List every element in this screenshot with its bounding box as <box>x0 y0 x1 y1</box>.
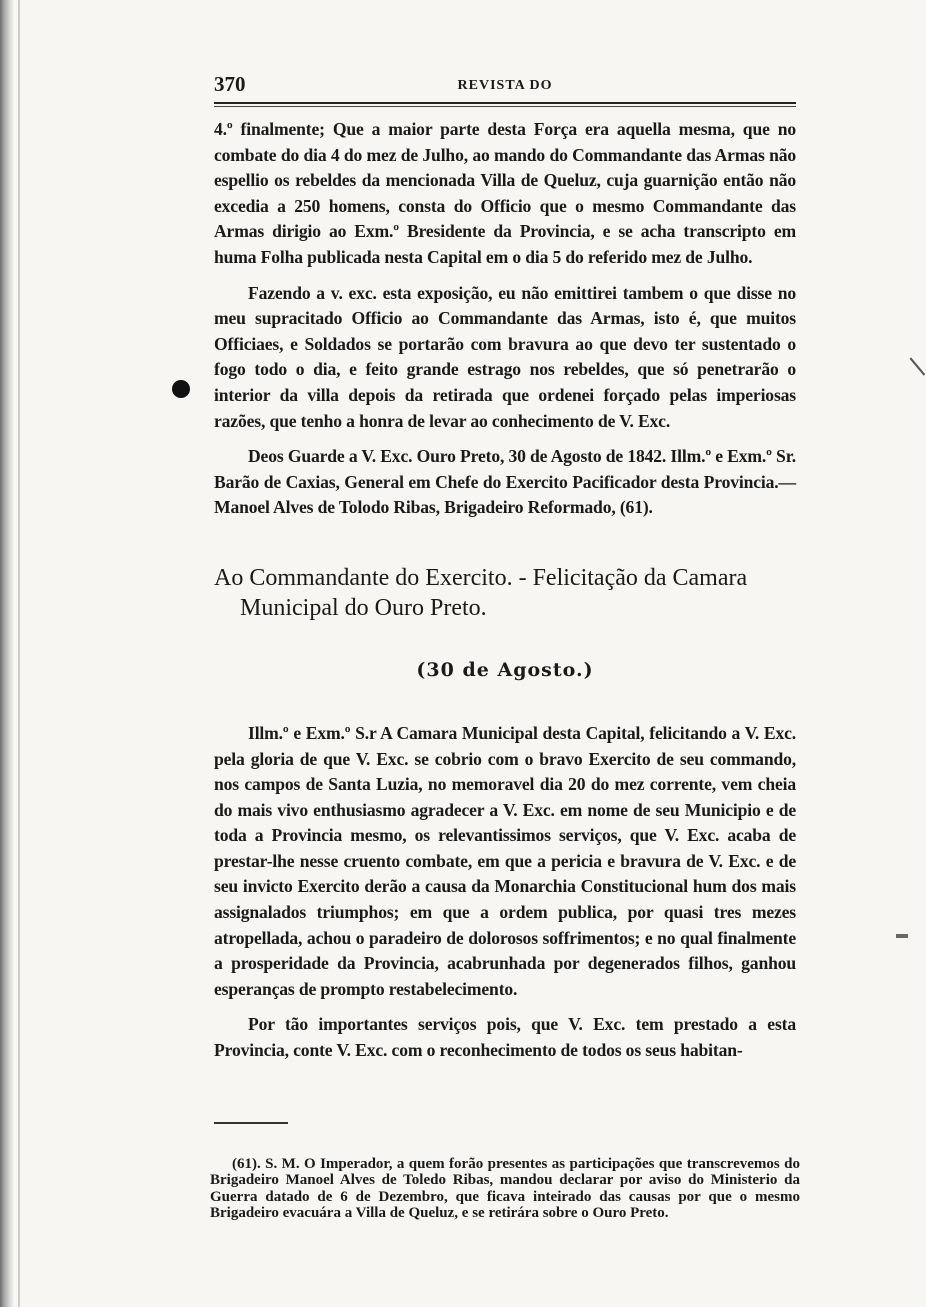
page-number: 370 <box>214 72 246 96</box>
running-head <box>214 70 796 98</box>
section-heading: Ao Commandante do Exercito. - Felicitação da Camara Municipal do Ouro Preto. <box>214 564 748 621</box>
header-rule-thin <box>214 106 796 107</box>
ink-blot <box>172 380 190 398</box>
scan-binding-edge <box>0 0 14 1307</box>
footnote: (61). S. M. O Imperador, a quem forão presentes as participações que transcrevemos do Brigadeiro Manoel Alves de Toledo Ribas, mandou declarar por aviso do Ministerio da Guerra datado de 6 de Dezembro, que ficava inteirado das causas por que o mesmo Brigadeiro evacuára a Villa de Queluz, e se retirára sobre o Ouro Preto. <box>210 1155 800 1222</box>
scan-mark <box>899 357 925 384</box>
body-paragraph: 4.º finalmente; Que a maior parte desta Força era aquella mesma, que no combate do dia 4 do mez de Julho, ao mando do Commandante das Armas não espellio os rebeldes da mencionada Villa de Queluz, cuja guarnição então não excedia a 250 homens, consta do Officio que o mesmo Commandante das Armas dirigio ao Exm.º Bresidente da Provincia, e se acha transcripto em huma Folha publicada nesta Capital em o dia 5 do referido mez de Julho. <box>214 119 796 267</box>
header-rule <box>214 102 796 104</box>
document-page <box>210 70 800 1222</box>
footnote-rule <box>214 1122 288 1124</box>
scan-mark <box>896 934 908 938</box>
body-paragraph: Fazendo a v. exc. esta exposição, eu não emittirei tambem o que disse no meu supracitado Officio ao Commandante das Armas, isto é, que muitos Officiaes, e Soldados se portarão com bravura ao que devo ter sustentado o fogo todo o dia, e feito grande estrago nos rebeldes, que só penetrarão o interior da villa depois da retirada que ordenei forçado pelas imperiosas razões, que tenho a honra de levar ao conhecimento de V. Exc. <box>214 282 796 431</box>
section-paragraph: Por tão importantes serviços pois, que V. Exc. tem prestado a esta Provincia, conte V. Exc. com o reconhecimento de todos os seus habitan- <box>214 1014 796 1061</box>
journal-title: REVISTA DO <box>457 78 553 93</box>
section-paragraph: Illm.º e Exm.º S.r A Camara Municipal desta Capital, felicitando a V. Exc. pela gloria de que V. Exc. se cobrio com o bravo Exercito de seu commando, nos campos de Santa Luzia, no memoravel dia 20 do mez corrente, vem cheia do mais vivo enthusiasmo agradecer a V. Exc. em nome de seu Municipio e de toda a Provincia mesmo, os relevantissimos serviços, que V. Exc. acaba de prestar-lhe nesse cruento combate, em que a pericia e bravura de V. Exc. e de seu invicto Exercito derão a causa da Monarchia Constitucional hum dos mais assignalados triumphos; em que a ordem publica, por quasi tres mezes atropellada, achou o paradeiro de dolorosos soffrimentos; e no qual finalmente a prosperidade da Provincia, acabrunhada por degenerados filhos, ganhou esperanças de prompto restabelecimento. <box>214 722 796 999</box>
section-date: (30 de Agosto.) <box>416 658 594 681</box>
signature-paragraph: Deos Guarde a V. Exc. Ouro Preto, 30 de Agosto de 1842. Illm.º e Exm.º Sr. Barão de Caxias, General em Chefe do Exercito Pacificador desta Provincia.—Manoel Alves de Tolodo Ribas, Brigadeiro Reformado, (61). <box>214 446 796 518</box>
scan-binding-line <box>18 0 20 1307</box>
